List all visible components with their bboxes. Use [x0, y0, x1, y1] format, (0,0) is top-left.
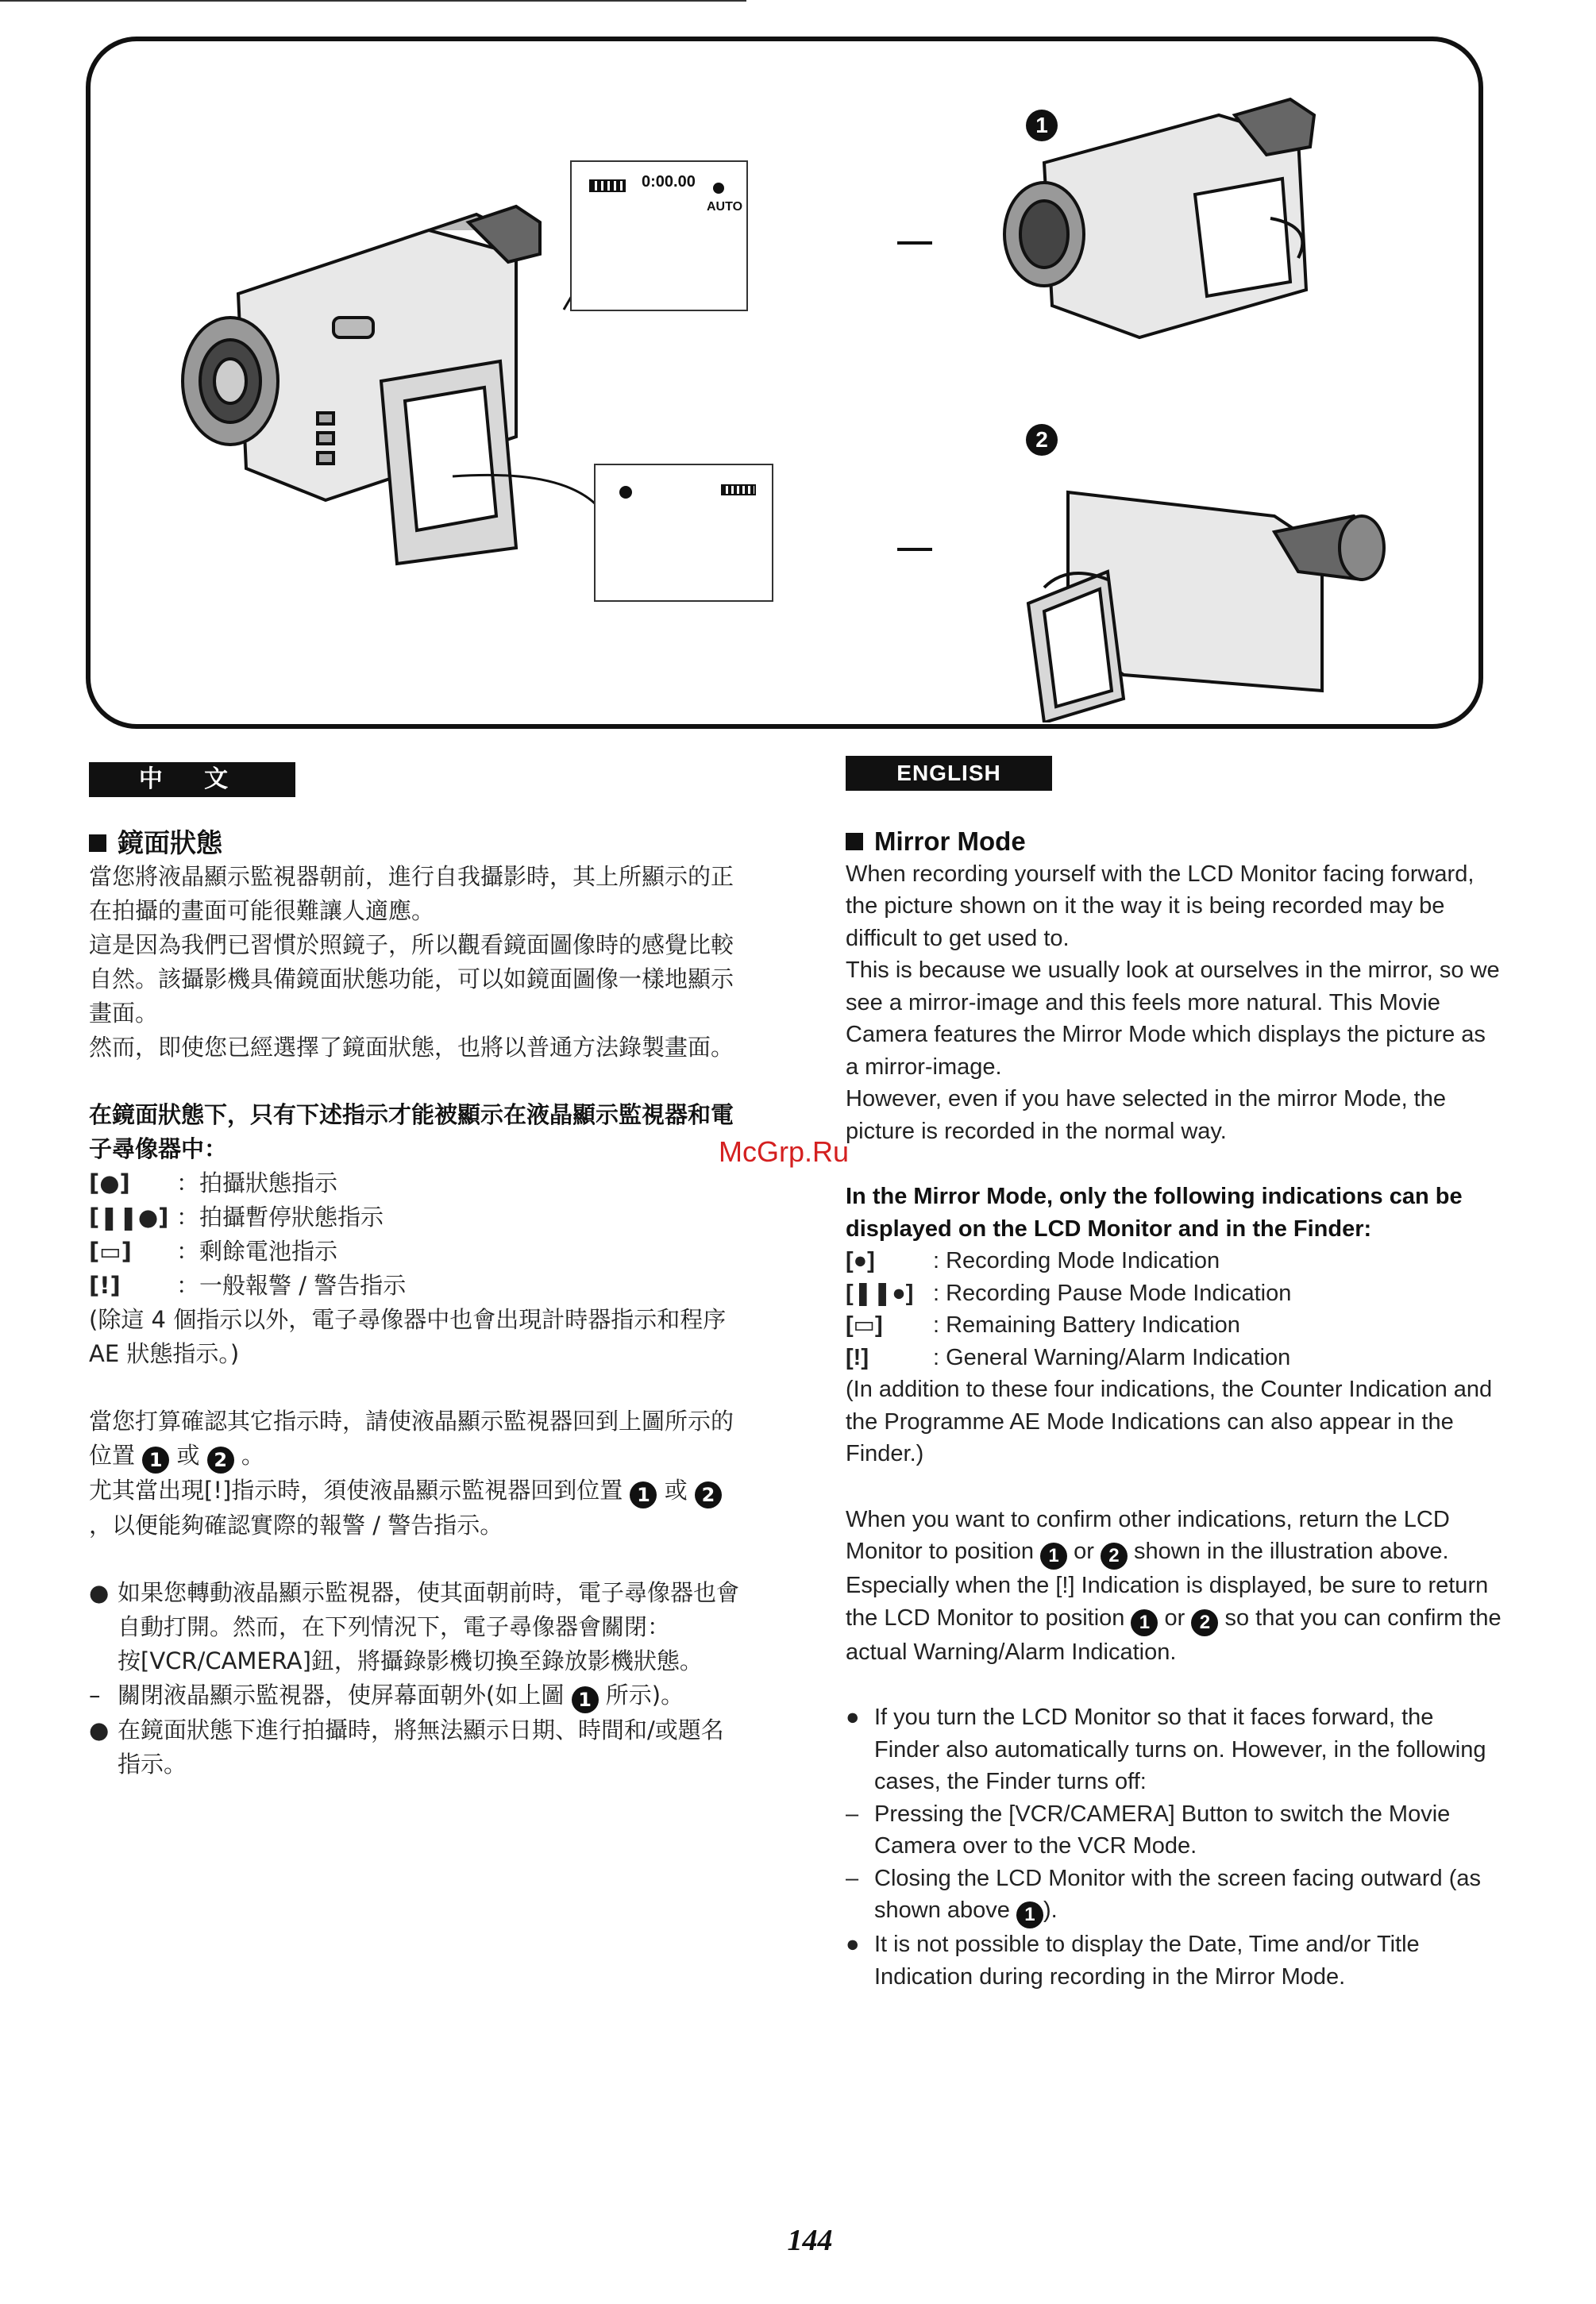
camcorder-position-1-illustration — [997, 91, 1330, 353]
zh-p4-text: 當您打算確認其它指示時，請使液晶顯示監視器回到上圖所示的位置 — [89, 1408, 734, 1469]
zh-indication-row — [89, 1166, 740, 1200]
zh-paragraph-4 — [89, 1404, 740, 1474]
zh-heading — [89, 826, 740, 860]
chinese-section-banner: 中 文 — [89, 762, 295, 797]
en-indication-desc: : Remaining Battery Indication — [933, 1312, 1240, 1338]
zh-dash-1: – 關閉液晶顯示監視器，使屏幕面朝外(如上圖 1 所示)。 — [89, 1678, 740, 1713]
en-indication-row — [846, 1309, 1505, 1342]
zh-p4-or: 或 — [176, 1442, 200, 1469]
en-indication-row — [846, 1277, 1505, 1310]
zh-indication-key: [▭] — [89, 1238, 132, 1265]
zh-paragraph-5 — [89, 1474, 740, 1543]
zh-indication-desc: ：剩餘電池指示 — [176, 1238, 338, 1265]
auto-indicator: AUTO — [707, 200, 743, 214]
en-heading-text: Mirror Mode — [874, 826, 1026, 856]
zh-bullet-2: ● 在鏡面狀態下進行拍攝時，將無法顯示日期、時間和/或題名指示。 — [89, 1713, 740, 1782]
en-bullet-2-text: It is not possible to display the Date, Time and/or Title Indication during recording in the Mirror Mode. — [874, 1932, 1420, 1990]
zh-bullet-1-text: 如果您轉動液晶顯示監視器，使其面朝前時，電子尋像器也會自動打開。然而，在下列情況下，電子尋像器會關閉： — [118, 1579, 740, 1640]
counter-readout: 0:00.00 — [642, 173, 696, 191]
en-dash-2-text: Closing the LCD Monitor with the screen facing outward (as shown above — [874, 1865, 1482, 1923]
zh-indication-key: [❚❚●] — [89, 1204, 169, 1231]
zh-indications-intro: 在鏡面狀態下，只有下述指示才能被顯示在液晶顯示監視器和電子尋像器中： — [89, 1101, 734, 1162]
zh-paragraph-1: 當您將液晶顯示監視器朝前，進行自我攝影時，其上所顯示的正在拍攝的畫面可能很難讓人適應。 — [89, 863, 734, 924]
en-dash-1-text: Pressing the [VCR/CAMERA] Button to switch the Movie Camera over to the VCR Mode. — [874, 1801, 1451, 1859]
en-indication-row — [846, 1245, 1505, 1277]
en-paragraph-4 — [846, 1504, 1505, 1570]
arrow-right-icon — [897, 548, 932, 551]
zh-indication-key: [!] — [89, 1272, 121, 1299]
zh-note: (除這 4 個指示以外，電子尋像器中也會出現計時器指示和程序 AE 狀態指示。) — [89, 1306, 727, 1367]
square-bullet-icon — [846, 833, 863, 850]
zh-bullet-1: ● 如果您轉動液晶顯示監視器，使其面朝前時，電子尋像器也會自動打開。然而，在下列情況下，電子尋像器會關閉： 按[VCR/CAMERA]鈕，將攝錄影機切換至錄放影機狀態。 — [89, 1579, 740, 1674]
en-indication-key: [❚❚●] — [846, 1280, 914, 1306]
en-p5-text: Especially when the [!] Indication is displayed, be sure to return the LCD Monitor to position — [846, 1573, 1489, 1631]
watermark: McGrp.Ru — [719, 1135, 850, 1168]
position-2-marker: 2 — [1026, 424, 1058, 456]
position-1-marker: 1 — [572, 1686, 599, 1713]
position-1-marker: 1 — [142, 1447, 169, 1474]
arrow-right-icon — [897, 241, 932, 245]
en-indication-desc: : Recording Pause Mode Indication — [933, 1280, 1292, 1306]
position-2-marker: 2 — [1191, 1609, 1218, 1636]
en-indication-desc: : General Warning/Alarm Indication — [933, 1344, 1291, 1370]
en-p4-end: shown in the illustration above. — [1134, 1539, 1449, 1564]
zh-indication-desc: ：拍攝狀態指示 — [176, 1169, 338, 1196]
zh-indication-key: [●] — [89, 1169, 130, 1196]
en-paragraph-2: This is because we usually look at ourselves in the mirror, so we see a mirror-image and this feels more natural. This Movie Camera features the Mirror Mode which displays the picture as a mirror-image. — [846, 957, 1500, 1080]
en-bullet-1: ● If you turn the LCD Monitor so that it faces forward, the Finder also automatically turns on. However, in the following cases, the Finder turns off: — [846, 1701, 1505, 1798]
record-dot-icon — [619, 486, 632, 499]
zh-bullet-1-sub: 按[VCR/CAMERA]鈕，將攝錄影機切換至錄放影機狀態。 — [118, 1647, 703, 1674]
square-bullet-icon — [89, 834, 106, 852]
en-note: (In addition to these four indications, the Counter Indication and the Programme AE Mode Indications can also appear in the Finder.) — [846, 1377, 1493, 1466]
zh-indication-row — [89, 1200, 740, 1235]
en-bullet-2: ● It is not possible to display the Date, Time and/or Title Indication during recording in the Mirror Mode. — [846, 1928, 1505, 1993]
camcorder-position-2-illustration — [1020, 468, 1394, 722]
position-1-marker: 1 — [630, 1481, 657, 1508]
en-indication-desc: : Recording Mode Indication — [933, 1248, 1220, 1273]
en-dash-2-end: ). — [1043, 1898, 1058, 1923]
position-1-marker: 1 — [1016, 1901, 1043, 1928]
en-indication-key: [●] — [846, 1248, 875, 1273]
zh-indication-row — [89, 1269, 740, 1303]
english-section-banner: ENGLISH — [846, 756, 1052, 791]
en-dash-1: – Pressing the [VCR/CAMERA] Button to switch the Movie Camera over to the VCR Mode. — [846, 1798, 1505, 1863]
zh-indication-desc: ：拍攝暫停狀態指示 — [176, 1204, 384, 1231]
en-indication-row — [846, 1342, 1505, 1374]
position-1-marker: 1 — [1040, 1543, 1067, 1570]
top-rule — [0, 0, 746, 2]
zh-p5-or: 或 — [664, 1477, 688, 1504]
english-column — [846, 826, 1505, 1993]
zh-bullet-2-text: 在鏡面狀態下進行拍攝時，將無法顯示日期、時間和/或題名指示。 — [118, 1716, 724, 1778]
position-1-marker: 1 — [1131, 1609, 1158, 1636]
zh-dash-1-text: 關閉液晶顯示監視器，使屏幕面朝外(如上圖 — [118, 1682, 565, 1709]
en-heading — [846, 826, 1505, 858]
zh-p5-text: 尤其當出現[!]指示時，須使液晶顯示監視器回到位置 — [89, 1477, 623, 1504]
en-paragraph-1: When recording yourself with the LCD Monitor facing forward, the picture shown on it the way it is being recorded may be difficult to get used to. — [846, 861, 1475, 951]
lcd-screen-top — [570, 160, 748, 311]
position-1-marker: 1 — [1026, 110, 1058, 141]
en-indication-key: [!] — [846, 1344, 869, 1370]
zh-indication-row — [89, 1235, 740, 1269]
en-p5-end: so that you can confirm the actual Warning/Alarm Indication. — [846, 1605, 1502, 1665]
zh-p5-end: ，以便能夠確認實際的報警 / 警告指示。 — [89, 1512, 503, 1539]
en-p4-or: or — [1074, 1539, 1094, 1564]
zh-p4-end: 。 — [241, 1442, 264, 1469]
en-bullet-1-text: If you turn the LCD Monitor so that it faces forward, the Finder also automatically turns on. However, in the following cases, the Finder turns off: — [874, 1705, 1486, 1794]
battery-icon — [589, 179, 626, 192]
lcd-screen-bottom — [594, 464, 773, 602]
battery-icon — [721, 484, 756, 495]
en-indication-key: [▭] — [846, 1312, 883, 1338]
zh-paragraph-3: 然而，即使您已經選擇了鏡面狀態，也將以普通方法錄製畫面。 — [89, 1034, 734, 1061]
en-paragraph-3: However, even if you have selected in the mirror Mode, the picture is recorded in the normal way. — [846, 1086, 1446, 1144]
en-paragraph-5 — [846, 1570, 1505, 1668]
position-2-marker: 2 — [1101, 1543, 1128, 1570]
record-dot-icon — [713, 183, 724, 194]
en-dash-2: – Closing the LCD Monitor with the screen facing outward (as shown above 1 ). — [846, 1863, 1505, 1929]
zh-heading-text: 鏡面狀態 — [118, 827, 222, 858]
chinese-column — [89, 826, 740, 1782]
position-2-marker: 2 — [695, 1481, 722, 1508]
en-p5-or: or — [1164, 1605, 1185, 1631]
en-indications-intro: In the Mirror Mode, only the following indications can be displayed on the LCD Monitor and in the Finder: — [846, 1184, 1463, 1242]
zh-paragraph-2: 這是因為我們已習慣於照鏡子，所以觀看鏡面圖像時的感覺比較自然。該攝影機具備鏡面狀態功能，可以如鏡面圖像一樣地顯示畫面。 — [89, 931, 734, 1027]
zh-dash-1-end: 所示)。 — [605, 1682, 684, 1709]
en-p4-text: When you want to confirm other indications, return the LCD Monitor to position — [846, 1506, 1450, 1564]
page-number: 144 — [787, 2224, 833, 2257]
zh-indication-desc: ：一般報警 / 警告指示 — [176, 1272, 407, 1299]
position-2-marker: 2 — [207, 1447, 234, 1474]
